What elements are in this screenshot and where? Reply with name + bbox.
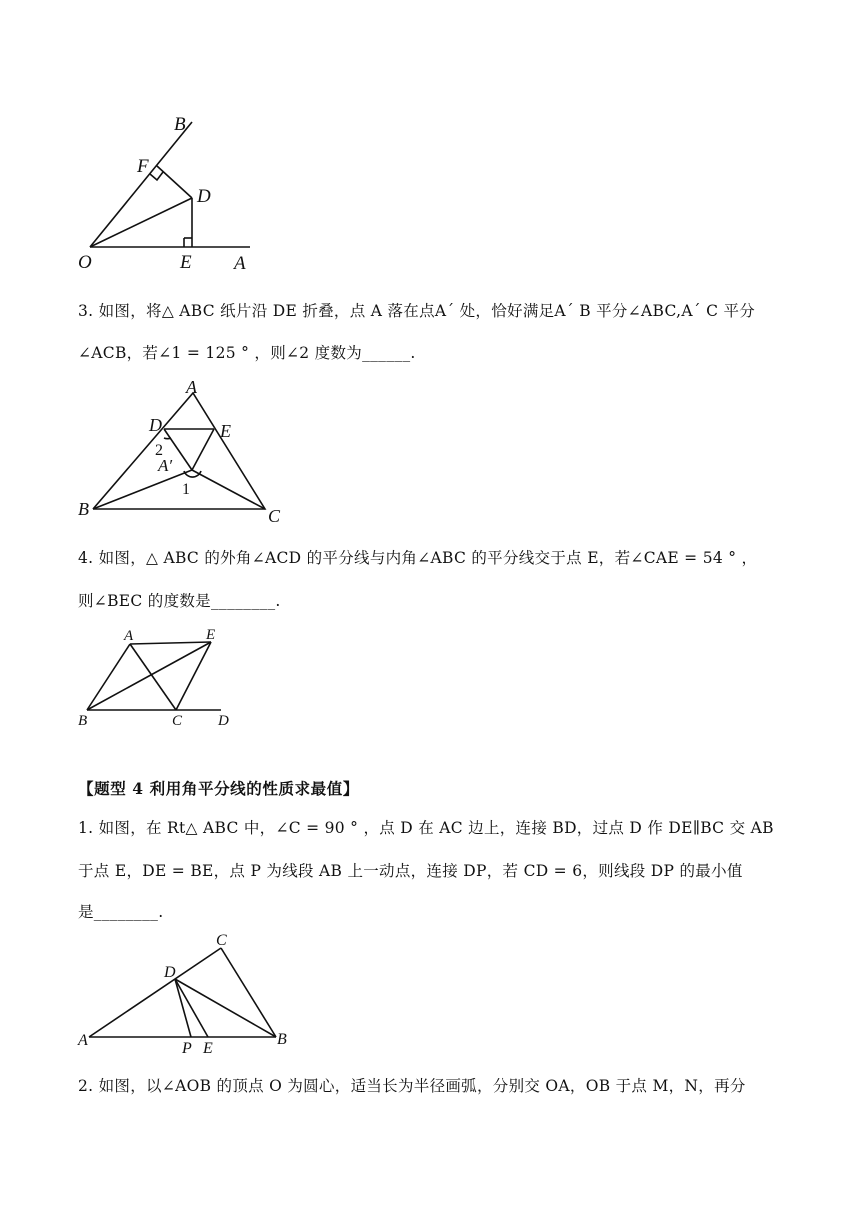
label-C: C <box>172 713 183 729</box>
label-B: B <box>78 499 89 519</box>
label-E: E <box>220 421 231 441</box>
label-E: E <box>180 252 192 273</box>
section-heading: 【题型 4 利用角平分线的性质求最值】 <box>78 779 359 798</box>
problem-1-line-2: 于点 E，DE = BE，点 P 为线段 AB 上一动点，连接 DP，若 CD = 6，则线段 DP 的最小值 <box>78 862 743 880</box>
figure-external-angle <box>70 622 250 732</box>
label-A-prime: A′ <box>158 456 173 475</box>
label-D: D <box>164 964 176 981</box>
label-C: C <box>268 506 281 526</box>
figure-angle-bisector <box>70 108 270 278</box>
label-E: E <box>206 627 216 643</box>
label-A: A <box>124 628 134 644</box>
label-A: A <box>234 253 246 274</box>
label-D: D <box>218 713 229 729</box>
label-A: A <box>186 377 197 397</box>
label-D: D <box>197 186 211 207</box>
question-4-line-2: 则∠BEC 的度数是________. <box>78 592 281 610</box>
label-C: C <box>216 932 227 949</box>
label-angle-2: 2 <box>155 442 163 459</box>
label-P: P <box>182 1040 192 1057</box>
label-angle-1: 1 <box>182 481 190 498</box>
figure-folded-triangle <box>70 376 290 526</box>
label-O: O <box>78 252 92 273</box>
problem-2-line-1: 2. 如图，以∠AOB 的顶点 O 为圆心，适当长为半径画弧，分别交 OA，OB 于点 M，N，再分 <box>78 1077 746 1095</box>
question-3-line-2: ∠ACB，若∠1 = 125 ° ，则∠2 度数为______. <box>78 344 416 362</box>
question-4-line-1: 4. 如图，△ ABC 的外角∠ACD 的平分线与内角∠ABC 的平分线交于点 E，若∠CAE = 54 ° ， <box>78 549 758 567</box>
label-E: E <box>203 1040 213 1057</box>
label-D: D <box>149 415 162 435</box>
label-A: A <box>78 1032 88 1049</box>
figure-right-triangle <box>70 928 300 1058</box>
label-B: B <box>78 713 88 729</box>
question-3-line-1: 3. 如图，将△ ABC 纸片沿 DE 折叠，点 A 落在点A´ 处，恰好满足A´ B 平分∠ABC,A´ C 平分 <box>78 302 756 320</box>
problem-1-line-1: 1. 如图，在 Rt△ ABC 中，∠C = 90 ° ，点 D 在 AC 边上，连接 BD，过点 D 作 DE∥BC 交 AB <box>78 819 774 837</box>
label-F: F <box>137 156 149 177</box>
label-B: B <box>277 1031 287 1048</box>
label-B: B <box>174 114 186 135</box>
problem-1-line-3: 是________. <box>78 903 164 921</box>
